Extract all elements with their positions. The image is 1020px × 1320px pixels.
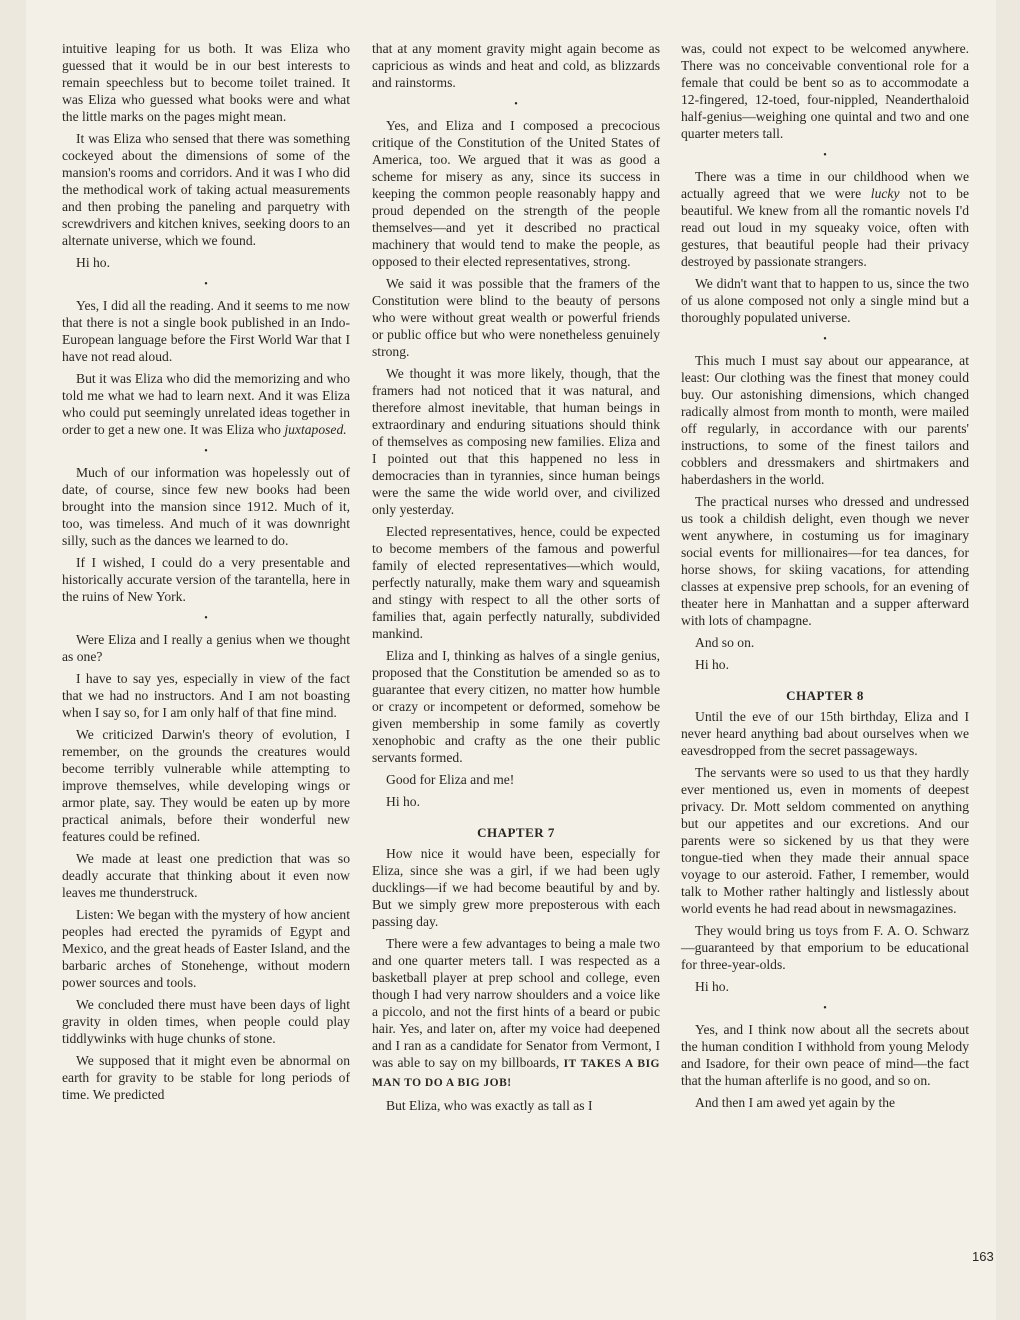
paragraph: Until the eve of our 15th birthday, Eliza and I never heard anything bad about ourselves when we eavesdropped from the secret passageways.	[681, 709, 969, 758]
paragraph: How nice it would have been, especially for Eliza, since she was a girl, if we had been ugly ducklings—if we had become beautiful by and by. But we simply grew more preposterous with each passing day.	[372, 846, 660, 929]
paragraph: Yes, and Eliza and I composed a precocious critique of the Constitution of the United States of America, too. We argued that it was as good a scheme for misery as any, since its success in keeping the common people reasonably happy and proud depended on the strength of the people themselves—and yet it described no practical machinery that would tend to make the people, as opposed to their elected representatives, strong.	[372, 118, 660, 269]
paragraph: The practical nurses who dressed and undressed us took a childish delight, even though we never went anywhere, in costuming us for imaginary social events for millionaires—for tea dances, for horse shows, for skiing vacations, for attending classes at expensive prep schools, for an evening of theater here in Manhattan and a supper afterward with lots of champagne.	[681, 494, 969, 628]
section-separator: •	[204, 613, 208, 624]
paragraph: Hi ho.	[695, 979, 729, 994]
paragraph: Eliza and I, thinking as halves of a single genius, proposed that the Constitution be amended so as to guarantee that every citizen, no matter how humble or crazy or incompetent or deformed, somehow be given membership in some family as covertly xenophobic and crafty as the one their public servants formed.	[372, 648, 660, 765]
chapter-heading: CHAPTER 7	[477, 825, 555, 840]
paragraph: that at any moment gravity might again become as capricious as winds and heat and cold, as blizzards and rainstorms.	[372, 41, 660, 90]
chapter-heading: CHAPTER 8	[786, 688, 864, 703]
paragraph: There was a time in our childhood when we actually agreed that we were lucky not to be beautiful. We knew from all the romantic novels I'd read out loud in my squeaky voice, often with gestures, that beautiful people had their privacy destroyed by passionate strangers.	[681, 169, 969, 269]
paragraph: We said it was possible that the framers of the Constitution were blind to the beauty of persons who were without great wealth or powerful friends or public office but who were nonetheless genuinely strong.	[372, 276, 660, 359]
paragraph: Good for Eliza and me!	[386, 772, 515, 787]
paragraph: But it was Eliza who did the memorizing and who told me what we had to learn next. And it was Eliza who could put seemingly unrelated ideas together in order to get a new one. It was Eliza who juxtaposed.	[62, 371, 350, 437]
text-column-1	[62, 40, 350, 1108]
paragraph: I have to say yes, especially in view of the fact that we had no instructors. And I am not boasting when I say so, for I am only half of that fine mind.	[62, 671, 350, 720]
paragraph: was, could not expect to be welcomed anywhere. There was no conceivable conventional role for a female that could be bent so as to accommodate a 12-fingered, 12-toed, four-nippled, Neanderthaloid half-genius—weighing one quintal and two and one quarter meters tall.	[681, 41, 969, 141]
paragraph: But Eliza, who was exactly as tall as I	[386, 1098, 593, 1113]
section-separator: •	[204, 446, 208, 457]
section-separator: •	[204, 279, 208, 290]
paragraph: Hi ho.	[386, 794, 420, 809]
section-separator: •	[514, 99, 518, 110]
paragraph: Elected representatives, hence, could be expected to become members of the famous and powerful family of elected representatives—which would, perfectly naturally, make them wary and squeamish and stingy with respect to all the other sorts of families that, again perfectly naturally, subdivided mankind.	[372, 524, 660, 641]
section-separator: •	[823, 334, 827, 345]
paragraph: We didn't want that to happen to us, since the two of us alone composed not only a single mind but a thoroughly populated universe.	[681, 276, 969, 325]
text-column-2	[372, 40, 660, 1119]
paragraph: Much of our information was hopelessly out of date, of course, since few new books had been brought into the mansion since 1912. Much of it, too, was timeless. And much of it was downright silly, such as the dances we learned to do.	[62, 465, 350, 548]
paragraph: They would bring us toys from F. A. O. Schwarz—guaranteed by that emporium to be educational for three-year-olds.	[681, 923, 969, 972]
paragraph: And then I am awed yet again by the	[695, 1095, 896, 1110]
section-separator: •	[823, 1003, 827, 1014]
page-number: 163	[972, 1249, 994, 1264]
paragraph: We concluded there must have been days of light gravity in olden times, when people could play tiddlywinks with huge chunks of stone.	[62, 997, 350, 1046]
italic-word: lucky	[870, 186, 900, 201]
paragraph: Listen: We began with the mystery of how ancient peoples had erected the pyramids of Egypt and Mexico, and the great heads of Easter Island, and the barbaric arches of Stonehenge, without modern power sources and tools.	[62, 907, 351, 990]
paragraph: Yes, and I think now about all the secrets about the human condition I withhold from young Melody and Isadore, for their own peace of mind—the fact that the human afterlife is no good, and so on.	[681, 1022, 969, 1088]
paragraph: Hi ho.	[76, 255, 110, 270]
paragraph: This much I must say about our appearance, at least: Our clothing was the finest that money could buy. Our astonishing dimensions, which changed radically almost from month to month, were mailed off regularly, in accordance with our parents' instructions, to some of the finest tailors and cobblers and dressmakers and shirtmakers and haberdashers in the world.	[681, 353, 969, 487]
text-column-3	[681, 40, 969, 1116]
paragraph: And so on.	[695, 635, 755, 650]
section-separator: •	[823, 150, 827, 161]
paragraph: Yes, I did all the reading. And it seems to me now that there is not a single book published in an Indo-European language before the First World War that I have not read aloud.	[62, 298, 350, 364]
paragraph: It was Eliza who sensed that there was something cockeyed about the dimensions of some of the mansion's rooms and corridors. And it was I who did the methodical work of taking actual measurements and then probing the paneling and parquetry with screwdrivers and kitchen knives, seeking doors to an alternate universe, which we found.	[62, 131, 350, 248]
paragraph: We criticized Darwin's theory of evolution, I remember, on the grounds the creatures would become terribly vulnerable while attempting to improve themselves, while developing wings or armor plate, say. They would be eaten up by more practical animals, before their wonderful new features could be refined.	[62, 727, 350, 844]
paragraph: There were a few advantages to being a male two and one quarter meters tall. I was respected as a basketball player at prep school and college, even though I had very narrow shoulders and a voice like a piccolo, and not the first hints of a beard or pubic hair. Yes, and later on, after my voice had deepened and I ran as a candidate for Senator from Vermont, I was able to say on my billboards, IT TAKES A BIG MAN TO DO A BIG JOB!	[372, 936, 660, 1089]
paragraph: intuitive leaping for us both. It was Eliza who guessed that it would be in our best interests to remain speechless but to become toilet trained. It was Eliza who guessed what books were and what the little marks on the pages might mean.	[62, 41, 350, 124]
paragraph: We made at least one prediction that was so deadly accurate that thinking about it even now leaves me thunderstruck.	[62, 851, 350, 900]
paragraph: We supposed that it might even be abnormal on earth for gravity to be stable for long periods of time. We predicted	[62, 1053, 350, 1102]
paragraph: The servants were so used to us that they hardly ever mentioned us, even in moments of deepest privacy. Dr. Mott seldom commented on anything but our appetites and our excretions. And our parents were so sickened by us that they were tongue-tied when they made their annual space voyage to our asteroid. Father, I remember, would talk to Mother rather haltingly and listlessly about world events he had read about in newsmagazines.	[681, 765, 969, 916]
paragraph: Hi ho.	[695, 657, 729, 672]
paragraph: If I wished, I could do a very presentable and historically accurate version of the tarantella, here in the ruins of New York.	[62, 555, 350, 604]
paragraph: We thought it was more likely, though, that the framers had not noticed that it was natural, and therefore almost inevitable, that human beings in extraordinary and enduring situations should think of themselves as composing new families. Eliza and I pointed out that this happened no less in democracies than in tyrannies, since human beings were the same the wide world over, and civilized only yesterday.	[372, 366, 660, 517]
italic-word: juxtaposed.	[284, 422, 347, 437]
billboard-slogan: IT TAKES A BIG MAN TO DO A BIG JOB!	[372, 1058, 660, 1089]
magazine-page	[26, 0, 996, 1320]
paragraph: Were Eliza and I really a genius when we thought as one?	[62, 632, 350, 664]
